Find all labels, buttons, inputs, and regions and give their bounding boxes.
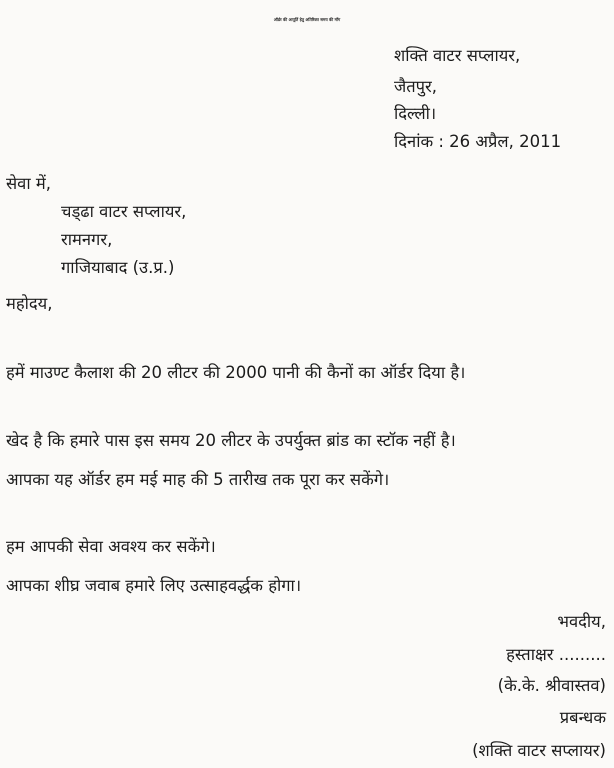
body-line	[6, 333, 607, 355]
body-line	[6, 402, 607, 424]
signer-designation: प्रबन्धक	[559, 708, 606, 727]
body-line: आपका शीघ्र जवाब हमारे लिए उत्साहवर्द्धक होगा।	[6, 576, 302, 595]
salutation-to: सेवा में,	[6, 174, 51, 193]
recipient-name: चड्‌ढा वाटर सप्लायर,	[61, 202, 187, 221]
sender-city: जैतपुर,	[394, 77, 438, 96]
signature-line: हस्ताक्षर .........	[506, 645, 606, 664]
signer-company: (शक्ति वाटर सप्लायर)	[472, 741, 606, 760]
letter-title: ऑर्डर की आपूर्ति हेतु अतिरिक्त समय की माँग	[273, 17, 341, 22]
body-line: आपका यह ऑर्डर हम मई माह की 5 तारीख तक पूरा कर सकेंगे।	[6, 470, 390, 489]
signer-name: (के.के. श्रीवास्तव)	[497, 676, 606, 695]
recipient-area: रामनगर,	[61, 230, 113, 249]
letter-date: दिनांक : 26 अप्रैल, 2011	[394, 132, 562, 151]
sender-state: दिल्ली।	[394, 104, 437, 123]
body-line: खेद है कि हमारे पास इस समय 20 लीटर के उपर्युक्त ब्रांड का स्टॉक नहीं है।	[6, 431, 456, 450]
body-line: हम आपकी सेवा अवश्य कर सकेंगे।	[6, 537, 216, 556]
body-line	[6, 508, 607, 530]
body-line: हमें माउण्ट कैलाश की 20 लीटर की 2000 पानी की कैनों का ऑर्डर दिया है।	[6, 363, 466, 382]
recipient-city: गाजियाबाद (उ.प्र.)	[61, 258, 175, 277]
valediction: भवदीय,	[557, 612, 606, 631]
greeting: महोदय,	[6, 294, 53, 313]
sender-name: शक्ति वाटर सप्लायर,	[394, 46, 521, 65]
